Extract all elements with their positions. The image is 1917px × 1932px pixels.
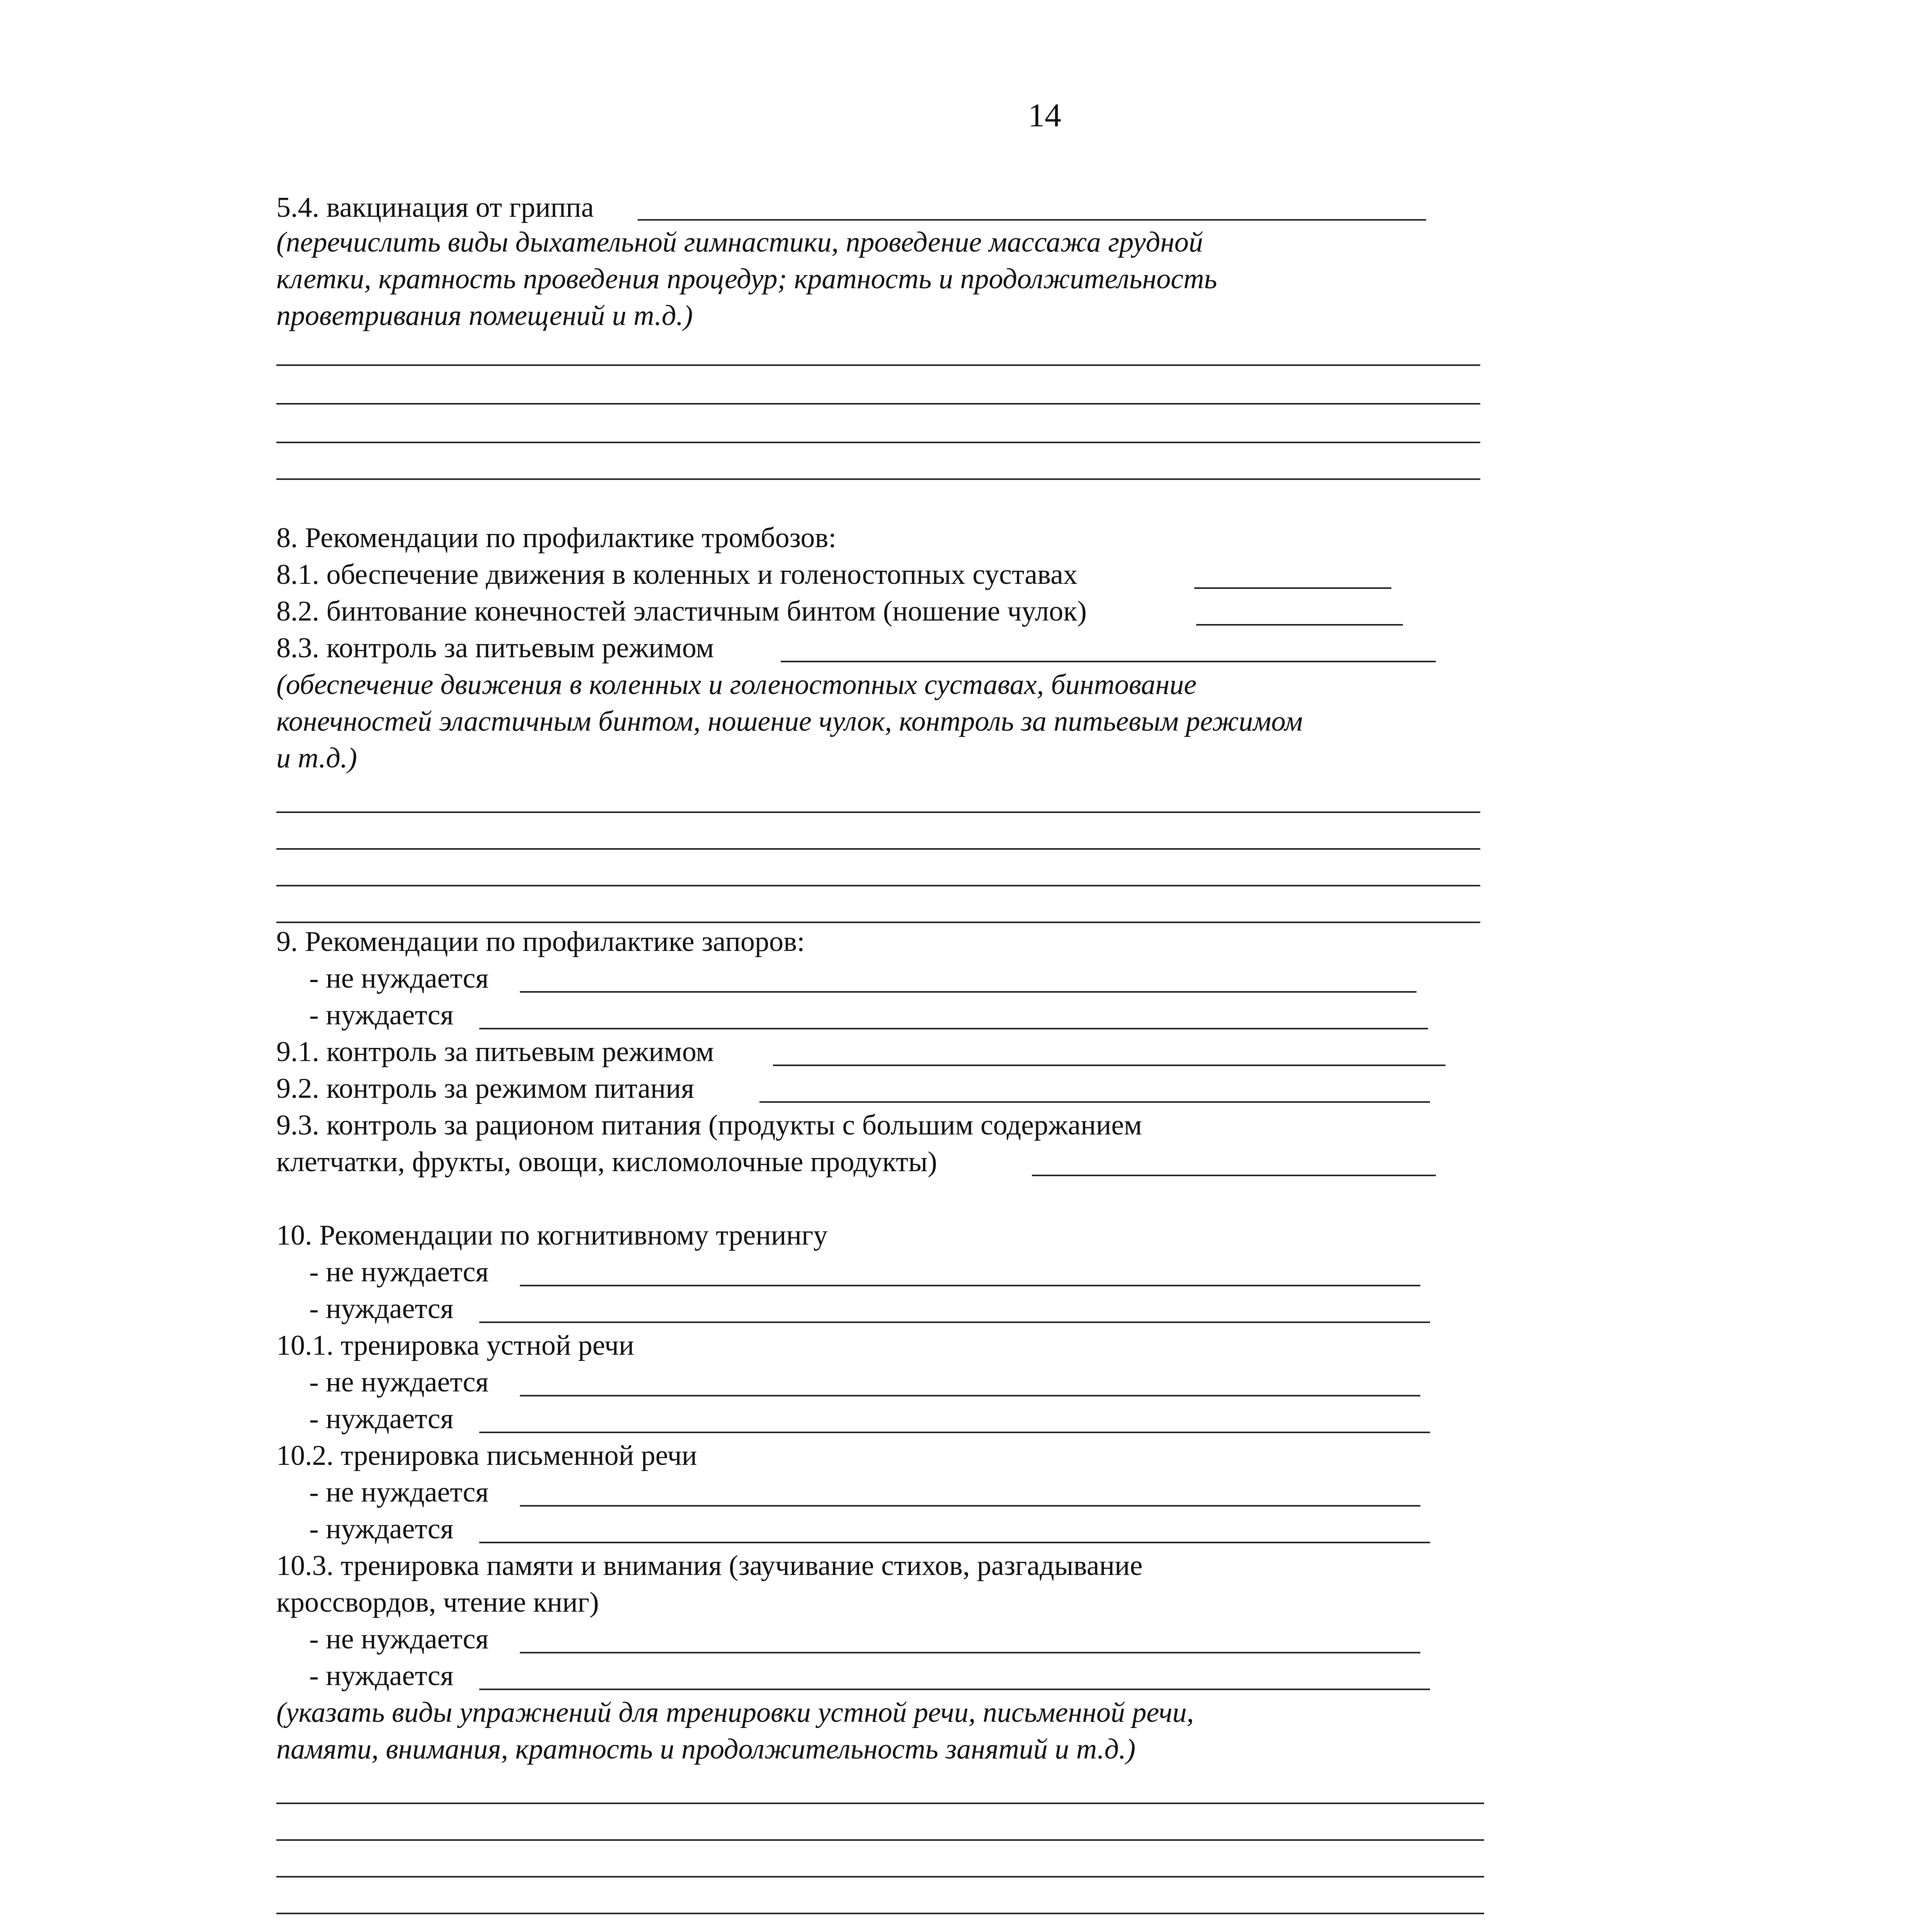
s10-sub-2-needed: - нуждается	[309, 1513, 454, 1545]
s10-sub-2-not-needed: - не нуждается	[309, 1476, 489, 1508]
s10-hint-line-2: памяти, внимания, кратность и продолжительность занятий и т.д.)	[276, 1733, 1136, 1765]
s9-needed-line[interactable]	[479, 1028, 1428, 1029]
page-number: 14	[1028, 97, 1061, 134]
s8-hint-line-2: конечностей эластичным бинтом, ношение чулок, контроль за питьевым режимом	[276, 706, 1303, 737]
s9-item-3-line-1: 9.3. контроль за рационом питания (продукты с большим содержанием	[276, 1109, 1142, 1141]
s8-item-2: 8.2. бинтование конечностей эластичным бинтом (ношение чулок)	[276, 595, 1087, 627]
s8-hint-line-3: и т.д.)	[276, 742, 357, 774]
s8-hint-line-1: (обеспечение движения в коленных и голеностопных суставах, бинтование	[276, 669, 1197, 701]
s10-sub-3-title-line-2: кроссвордов, чтение книг)	[276, 1587, 599, 1618]
s10-sub-3-not-needed-line[interactable]	[520, 1652, 1420, 1653]
s54-hint-line-3: проветривания помещений и т.д.)	[276, 300, 693, 332]
s8-fill-line-2[interactable]	[276, 848, 1480, 850]
s9-item-1: 9.1. контроль за питьевым режимом	[276, 1036, 714, 1068]
s54-hint-line-1: (перечислить виды дыхательной гимнастики, проведение массажа грудной	[276, 226, 1203, 258]
s10-sub-2-title: 10.2. тренировка письменной речи	[276, 1440, 697, 1471]
s10-sub-2-needed-line[interactable]	[479, 1542, 1430, 1543]
s10-title: 10. Рекомендации по когнитивному тренингу	[276, 1219, 828, 1251]
s8-title: 8. Рекомендации по профилактике тромбозов:	[276, 522, 836, 554]
s54-fill-line-1[interactable]	[276, 364, 1480, 366]
s9-title: 9. Рекомендации по профилактике запоров:	[276, 926, 805, 957]
s54-fill-line-3[interactable]	[276, 442, 1480, 443]
s8-item-3-line[interactable]	[781, 661, 1436, 662]
s10-not-needed-line[interactable]	[520, 1285, 1420, 1286]
s10-fill-line-1[interactable]	[276, 1803, 1484, 1804]
s9-needed: - нуждается	[309, 999, 454, 1031]
s10-sub-1-not-needed-line[interactable]	[520, 1395, 1420, 1396]
s54-label: 5.4. вакцинация от гриппа	[276, 192, 594, 223]
s10-sub-1-needed: - нуждается	[309, 1403, 454, 1435]
s54-fill-line-4[interactable]	[276, 478, 1480, 480]
s8-fill-line-1[interactable]	[276, 811, 1480, 813]
s9-not-needed-line[interactable]	[520, 991, 1416, 993]
s10-sub-3-needed-line[interactable]	[479, 1689, 1430, 1690]
s8-item-1: 8.1. обеспечение движения в коленных и голеностопных суставах	[276, 559, 1078, 590]
s10-sub-3-needed: - нуждается	[309, 1660, 454, 1692]
s9-item-3-answer-line[interactable]	[1032, 1175, 1436, 1176]
s10-needed: - нуждается	[309, 1293, 454, 1325]
s10-sub-2-not-needed-line[interactable]	[520, 1505, 1420, 1507]
s9-item-2-line[interactable]	[759, 1101, 1430, 1103]
s9-not-needed: - не нуждается	[309, 963, 489, 994]
s8-item-3: 8.3. контроль за питьевым режимом	[276, 632, 714, 664]
s10-needed-line[interactable]	[479, 1321, 1430, 1323]
s10-not-needed: - не нуждается	[309, 1256, 489, 1288]
s9-item-3-line-2: клетчатки, фрукты, овощи, кисломолочные продукты)	[276, 1146, 937, 1178]
s8-fill-line-4[interactable]	[276, 922, 1480, 923]
s9-item-2: 9.2. контроль за режимом питания	[276, 1073, 695, 1104]
s8-item-2-line[interactable]	[1196, 624, 1403, 626]
s54-hint-line-2: клетки, кратность проведения процедур; кратность и продолжительность	[276, 263, 1217, 295]
s8-fill-line-3[interactable]	[276, 885, 1480, 886]
s10-fill-line-2[interactable]	[276, 1839, 1484, 1841]
s10-sub-1-title: 10.1. тренировка устной речи	[276, 1330, 634, 1361]
s10-sub-1-not-needed: - не нуждается	[309, 1366, 489, 1398]
s54-answer-line[interactable]	[638, 219, 1426, 221]
s9-item-1-line[interactable]	[773, 1065, 1445, 1066]
s8-item-1-line[interactable]	[1194, 587, 1391, 589]
s10-fill-line-4[interactable]	[276, 1913, 1484, 1914]
s10-sub-1-needed-line[interactable]	[479, 1432, 1430, 1433]
s54-fill-line-2[interactable]	[276, 403, 1480, 405]
s10-sub-3-not-needed: - не нуждается	[309, 1623, 489, 1655]
s10-hint-line-1: (указать виды упражнений для тренировки устной речи, письменной речи,	[276, 1697, 1194, 1728]
s10-sub-3-title-line-1: 10.3. тренировка памяти и внимания (заучивание стихов, разгадывание	[276, 1550, 1143, 1582]
s10-fill-line-3[interactable]	[276, 1876, 1484, 1878]
